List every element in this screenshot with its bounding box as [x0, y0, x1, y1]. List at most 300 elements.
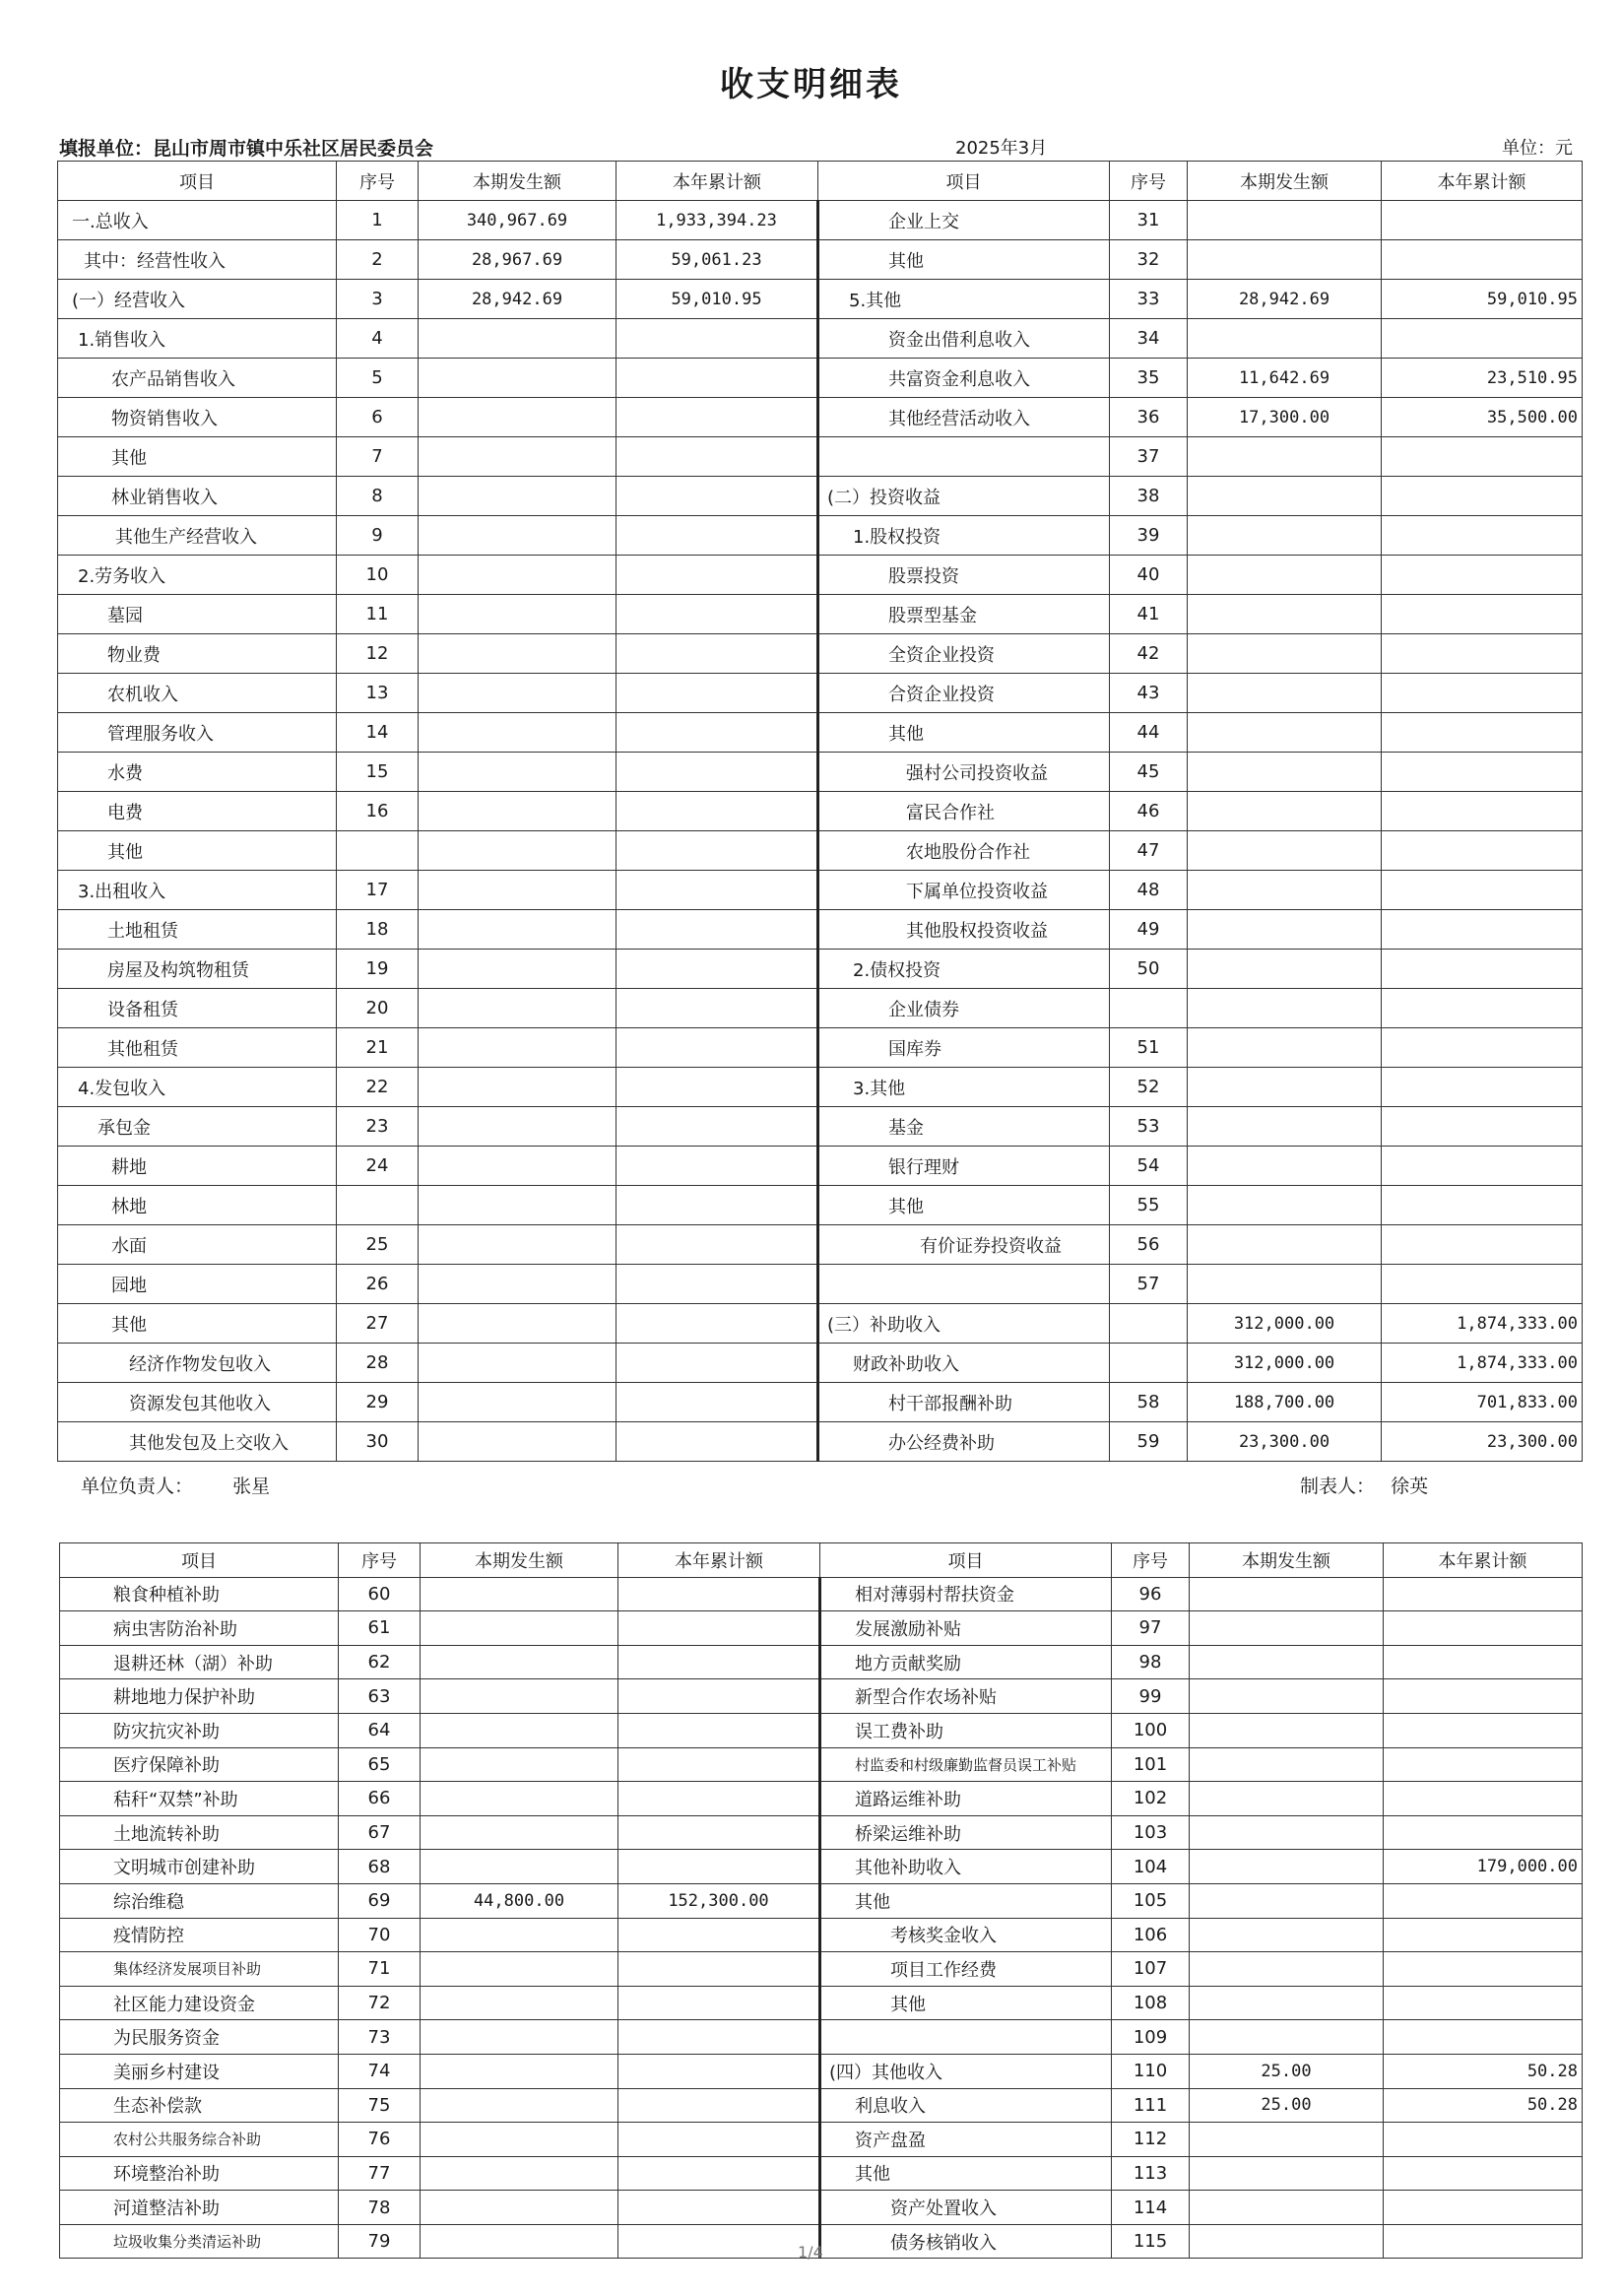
seq-cell: 39 [1110, 516, 1188, 556]
seq-cell: 102 [1112, 1782, 1190, 1816]
current-amount-cell [421, 1986, 618, 2020]
item-cell: 疫情防控 [60, 1918, 339, 1952]
table-row [60, 1952, 1583, 1987]
current-amount-cell [1188, 319, 1382, 359]
ytd-amount-cell [1382, 1186, 1583, 1225]
current-amount-cell [1190, 1782, 1384, 1816]
current-amount-cell [1188, 713, 1382, 753]
table-row [60, 1815, 1583, 1850]
current-amount-cell [1188, 989, 1382, 1028]
ytd-amount-cell [618, 1815, 820, 1850]
ytd-amount-cell [1382, 1028, 1583, 1068]
seq-cell: 47 [1110, 831, 1188, 871]
item-cell: 园地 [58, 1265, 337, 1304]
table-row [58, 516, 1583, 556]
ytd-amount-cell [618, 2123, 820, 2157]
seq-cell: 19 [337, 950, 419, 989]
ytd-amount-cell [1384, 1713, 1583, 1747]
ytd-amount-cell [616, 713, 818, 753]
item-cell: 河道整洁补助 [60, 2191, 339, 2225]
current-amount-cell [419, 950, 616, 989]
seq-cell: 15 [337, 753, 419, 792]
ytd-amount-cell [616, 792, 818, 831]
ytd-amount-cell [616, 319, 818, 359]
seq-cell: 52 [1110, 1068, 1188, 1107]
item-cell: 国库券 [818, 1028, 1110, 1068]
ytd-amount-cell [618, 2156, 820, 2191]
current-amount-cell [421, 2123, 618, 2157]
current-amount-cell [1188, 1028, 1382, 1068]
seq-cell: 64 [339, 1713, 421, 1747]
table-row [60, 2088, 1583, 2123]
ytd-amount-cell: 59,061.23 [616, 240, 818, 280]
seq-cell: 31 [1110, 201, 1188, 240]
item-cell: 秸秆“双禁”补助 [60, 1782, 339, 1816]
ytd-amount-cell [1384, 1883, 1583, 1918]
ytd-amount-cell [1382, 516, 1583, 556]
document-title: 收支明细表 [720, 65, 902, 104]
seq-cell: 56 [1110, 1225, 1188, 1265]
current-amount-cell [1188, 910, 1382, 950]
current-amount-cell [419, 359, 616, 398]
item-cell: 其他股权投资收益 [818, 910, 1110, 950]
ytd-amount-cell: 23,300.00 [1382, 1422, 1583, 1462]
item-cell: 财政补助收入 [818, 1344, 1110, 1383]
table-row [58, 910, 1583, 950]
item-cell: 桥梁运维补助 [820, 1815, 1112, 1850]
seq-cell: 48 [1110, 871, 1188, 910]
ytd-amount-cell [618, 1747, 820, 1782]
current-amount-cell [1188, 1265, 1382, 1304]
ytd-amount-cell [616, 1383, 818, 1422]
table-row [58, 674, 1583, 713]
table-row [60, 2156, 1583, 2191]
seq-cell: 21 [337, 1028, 419, 1068]
item-cell: 设备租赁 [58, 989, 337, 1028]
item-cell: 农村公共服务综合补助 [60, 2123, 339, 2157]
income-detail-table-1 [57, 161, 1583, 1462]
seq-cell: 8 [337, 477, 419, 516]
ytd-amount-cell [618, 2224, 820, 2259]
seq-cell: 46 [1110, 792, 1188, 831]
col-header: 本期发生额 [1188, 162, 1382, 201]
item-cell: 村干部报酬补助 [818, 1383, 1110, 1422]
ytd-amount-cell [616, 1028, 818, 1068]
current-amount-cell [1188, 950, 1382, 989]
seq-cell: 26 [337, 1265, 419, 1304]
seq-cell: 13 [337, 674, 419, 713]
current-amount-cell [1188, 201, 1382, 240]
item-cell: 电费 [58, 792, 337, 831]
seq-cell: 33 [1110, 280, 1188, 319]
item-cell: 富民合作社 [818, 792, 1110, 831]
current-amount-cell [1190, 1577, 1384, 1611]
seq-cell: 67 [339, 1815, 421, 1850]
current-amount-cell [419, 831, 616, 871]
current-amount-cell [1188, 595, 1382, 634]
table-row [60, 1645, 1583, 1679]
current-amount-cell [1188, 831, 1382, 871]
seq-cell: 103 [1112, 1815, 1190, 1850]
seq-cell: 53 [1110, 1107, 1188, 1147]
current-amount-cell [419, 713, 616, 753]
unit-head-label: 单位负责人： [81, 1476, 194, 1497]
current-amount-cell: 11,642.69 [1188, 359, 1382, 398]
ytd-amount-cell [1384, 1747, 1583, 1782]
current-amount-cell: 17,300.00 [1188, 398, 1382, 437]
seq-cell: 96 [1112, 1577, 1190, 1611]
seq-cell: 20 [337, 989, 419, 1028]
item-cell: 其他 [820, 1883, 1112, 1918]
current-amount-cell [421, 1713, 618, 1747]
current-amount-cell: 25.00 [1190, 2054, 1384, 2088]
item-cell: 其他租赁 [58, 1028, 337, 1068]
seq-cell: 4 [337, 319, 419, 359]
reporting-unit: 填报单位：昆山市周市镇中乐社区居民委员会 [59, 138, 434, 160]
current-amount-cell: 25.00 [1190, 2088, 1384, 2123]
table-row [58, 201, 1583, 240]
current-amount-cell [1188, 792, 1382, 831]
seq-cell: 45 [1110, 753, 1188, 792]
seq-cell: 68 [339, 1850, 421, 1884]
current-amount-cell [1188, 1147, 1382, 1186]
preparer-signature [1300, 1472, 1428, 1498]
table-row [60, 1918, 1583, 1952]
ytd-amount-cell [618, 1611, 820, 1646]
ytd-amount-cell [616, 950, 818, 989]
seq-cell: 77 [339, 2156, 421, 2191]
current-amount-cell [419, 1068, 616, 1107]
table-row [58, 1304, 1583, 1344]
current-amount-cell [419, 1028, 616, 1068]
ytd-amount-cell [1384, 1986, 1583, 2020]
current-amount-cell [1188, 871, 1382, 910]
current-amount-cell [419, 1225, 616, 1265]
seq-cell: 112 [1112, 2123, 1190, 2157]
current-amount-cell [421, 1850, 618, 1884]
table-row [58, 398, 1583, 437]
seq-cell: 50 [1110, 950, 1188, 989]
seq-cell: 40 [1110, 556, 1188, 595]
seq-cell: 32 [1110, 240, 1188, 280]
ytd-amount-cell [1384, 2123, 1583, 2157]
current-amount-cell: 28,942.69 [419, 280, 616, 319]
table-row [58, 713, 1583, 753]
ytd-amount-cell: 50.28 [1384, 2088, 1583, 2123]
ytd-amount-cell [616, 871, 818, 910]
item-cell: 4.发包收入 [58, 1068, 337, 1107]
ytd-amount-cell [1384, 1782, 1583, 1816]
ytd-amount-cell [1384, 1952, 1583, 1987]
item-cell: 全资企业投资 [818, 634, 1110, 674]
seq-cell: 3 [337, 280, 419, 319]
seq-cell: 72 [339, 1986, 421, 2020]
ytd-amount-cell [618, 1986, 820, 2020]
current-amount-cell [1188, 1107, 1382, 1147]
seq-cell: 18 [337, 910, 419, 950]
current-amount-cell [1188, 634, 1382, 674]
ytd-amount-cell [616, 595, 818, 634]
table-row [58, 792, 1583, 831]
ytd-amount-cell [616, 477, 818, 516]
item-cell: 其他生产经营收入 [58, 516, 337, 556]
item-cell: 文明城市创建补助 [60, 1850, 339, 1884]
ytd-amount-cell [1382, 1068, 1583, 1107]
current-amount-cell [421, 1679, 618, 1714]
table-row [58, 1383, 1583, 1422]
ytd-amount-cell [1382, 753, 1583, 792]
seq-cell: 79 [339, 2224, 421, 2259]
item-cell: 一.总收入 [58, 201, 337, 240]
seq-cell: 100 [1112, 1713, 1190, 1747]
ytd-amount-cell [618, 2054, 820, 2088]
current-amount-cell [1188, 753, 1382, 792]
page-number: 1/4 [798, 2243, 823, 2262]
ytd-amount-cell [616, 753, 818, 792]
ytd-amount-cell [1382, 950, 1583, 989]
current-amount-cell [1188, 240, 1382, 280]
ytd-amount-cell [1382, 713, 1583, 753]
item-cell: 相对薄弱村帮扶资金 [820, 1577, 1112, 1611]
seq-cell [1110, 1304, 1188, 1344]
item-cell: 其他 [818, 240, 1110, 280]
item-cell: 美丽乡村建设 [60, 2054, 339, 2088]
col-header: 本年累计额 [616, 162, 818, 201]
col-header: 本年累计额 [1382, 162, 1583, 201]
item-cell: 耕地地力保护补助 [60, 1679, 339, 1714]
item-cell: 垃圾收集分类清运补助 [60, 2224, 339, 2259]
current-amount-cell [1190, 1883, 1384, 1918]
seq-cell: 111 [1112, 2088, 1190, 2123]
current-amount-cell [1188, 516, 1382, 556]
seq-cell: 60 [339, 1577, 421, 1611]
current-amount-cell [419, 674, 616, 713]
ytd-amount-cell [616, 359, 818, 398]
current-amount-cell [419, 477, 616, 516]
table-row [60, 1782, 1583, 1816]
item-cell: 房屋及构筑物租赁 [58, 950, 337, 989]
item-cell: 办公经费补助 [818, 1422, 1110, 1462]
ytd-amount-cell [618, 1645, 820, 1679]
current-amount-cell [419, 871, 616, 910]
item-cell: 环境整治补助 [60, 2156, 339, 2191]
current-amount-cell [1190, 2123, 1384, 2157]
seq-cell: 115 [1112, 2224, 1190, 2259]
ytd-amount-cell [616, 1304, 818, 1344]
seq-cell: 14 [337, 713, 419, 753]
item-cell: 其他 [58, 1304, 337, 1344]
current-amount-cell [1190, 1986, 1384, 2020]
item-cell: 墓园 [58, 595, 337, 634]
item-cell: 资产盘盈 [820, 2123, 1112, 2157]
seq-cell: 55 [1110, 1186, 1188, 1225]
current-amount-cell [421, 1577, 618, 1611]
table-row [60, 1883, 1583, 1918]
seq-cell: 38 [1110, 477, 1188, 516]
ytd-amount-cell [1382, 556, 1583, 595]
item-cell: 其他 [820, 2156, 1112, 2191]
ytd-amount-cell [1382, 595, 1583, 634]
item-cell: 林业销售收入 [58, 477, 337, 516]
item-cell: 新型合作农场补贴 [820, 1679, 1112, 1714]
ytd-amount-cell [618, 1918, 820, 1952]
ytd-amount-cell [618, 1577, 820, 1611]
ytd-amount-cell [618, 1679, 820, 1714]
seq-cell: 41 [1110, 595, 1188, 634]
table-row [58, 1028, 1583, 1068]
ytd-amount-cell [1382, 989, 1583, 1028]
current-amount-cell [419, 437, 616, 477]
current-amount-cell [421, 1747, 618, 1782]
seq-cell: 6 [337, 398, 419, 437]
table-row [58, 1344, 1583, 1383]
seq-cell: 63 [339, 1679, 421, 1714]
item-cell [818, 1265, 1110, 1304]
item-cell: 其他 [818, 1186, 1110, 1225]
seq-cell: 25 [337, 1225, 419, 1265]
item-cell: 病虫害防治补助 [60, 1611, 339, 1646]
table-row [60, 1577, 1583, 1611]
current-amount-cell [421, 2191, 618, 2225]
col-header: 序号 [1112, 1543, 1190, 1578]
item-cell: 企业债券 [818, 989, 1110, 1028]
item-cell: 道路运维补助 [820, 1782, 1112, 1816]
col-header: 项目 [818, 162, 1110, 201]
seq-cell: 27 [337, 1304, 419, 1344]
item-cell [820, 2020, 1112, 2055]
seq-cell: 11 [337, 595, 419, 634]
seq-cell [337, 831, 419, 871]
item-cell: 资金出借利息收入 [818, 319, 1110, 359]
col-header: 项目 [58, 162, 337, 201]
ytd-amount-cell [616, 989, 818, 1028]
current-amount-cell: 44,800.00 [421, 1883, 618, 1918]
seq-cell: 66 [339, 1782, 421, 1816]
current-amount-cell: 28,967.69 [419, 240, 616, 280]
item-cell: 发展激励补贴 [820, 1611, 1112, 1646]
table-header-row [60, 1543, 1583, 1578]
ytd-amount-cell [1382, 240, 1583, 280]
current-amount-cell [1190, 1679, 1384, 1714]
ytd-amount-cell [1384, 1645, 1583, 1679]
seq-cell: 104 [1112, 1850, 1190, 1884]
current-amount-cell [421, 2054, 618, 2088]
table-row [60, 1850, 1583, 1884]
seq-cell: 110 [1112, 2054, 1190, 2088]
item-cell: 股票投资 [818, 556, 1110, 595]
ytd-amount-cell: 59,010.95 [616, 280, 818, 319]
ytd-amount-cell [1384, 2156, 1583, 2191]
ytd-amount-cell: 1,874,333.00 [1382, 1344, 1583, 1383]
item-cell: 考核奖金收入 [820, 1918, 1112, 1952]
item-cell: 3.其他 [818, 1068, 1110, 1107]
ytd-amount-cell [1382, 1107, 1583, 1147]
current-amount-cell [419, 753, 616, 792]
item-cell: 误工费补助 [820, 1713, 1112, 1747]
seq-cell: 44 [1110, 713, 1188, 753]
item-cell: 为民服务资金 [60, 2020, 339, 2055]
item-cell: (三）补助收入 [818, 1304, 1110, 1344]
current-amount-cell: 312,000.00 [1188, 1344, 1382, 1383]
ytd-amount-cell [616, 1186, 818, 1225]
seq-cell: 30 [337, 1422, 419, 1462]
table-row [60, 1611, 1583, 1646]
seq-cell: 113 [1112, 2156, 1190, 2191]
seq-cell: 62 [339, 1645, 421, 1679]
item-cell: 合资企业投资 [818, 674, 1110, 713]
ytd-amount-cell [1382, 831, 1583, 871]
seq-cell: 34 [1110, 319, 1188, 359]
table-row [58, 1147, 1583, 1186]
seq-cell: 37 [1110, 437, 1188, 477]
ytd-amount-cell [1382, 871, 1583, 910]
current-amount-cell [1190, 1645, 1384, 1679]
current-amount-cell [421, 1782, 618, 1816]
seq-cell: 108 [1112, 1986, 1190, 2020]
table-row [58, 437, 1583, 477]
ytd-amount-cell [1382, 437, 1583, 477]
current-amount-cell [421, 1815, 618, 1850]
seq-cell: 70 [339, 1918, 421, 1952]
item-cell: 2.劳务收入 [58, 556, 337, 595]
current-amount-cell [419, 319, 616, 359]
seq-cell: 61 [339, 1611, 421, 1646]
item-cell: (二）投资收益 [818, 477, 1110, 516]
current-amount-cell [1188, 674, 1382, 713]
ytd-amount-cell: 23,510.95 [1382, 359, 1583, 398]
current-amount-cell [419, 989, 616, 1028]
current-amount-cell: 340,967.69 [419, 201, 616, 240]
table-row [58, 1068, 1583, 1107]
current-amount-cell [419, 516, 616, 556]
current-amount-cell [421, 2088, 618, 2123]
ytd-amount-cell [1382, 674, 1583, 713]
current-amount-cell [1190, 2020, 1384, 2055]
current-amount-cell [1190, 1815, 1384, 1850]
ytd-amount-cell [1382, 1265, 1583, 1304]
table-row [60, 1679, 1583, 1714]
seq-cell: 36 [1110, 398, 1188, 437]
current-amount-cell [419, 910, 616, 950]
item-cell: 林地 [58, 1186, 337, 1225]
seq-cell: 24 [337, 1147, 419, 1186]
ytd-amount-cell [1384, 1679, 1583, 1714]
item-cell: 地方贡献奖励 [820, 1645, 1112, 1679]
table-row [58, 1186, 1583, 1225]
table-row [58, 1422, 1583, 1462]
ytd-amount-cell [1384, 1918, 1583, 1952]
table-row [60, 2191, 1583, 2225]
ytd-amount-cell [1382, 201, 1583, 240]
col-header: 本年累计额 [618, 1543, 820, 1578]
seq-cell: 78 [339, 2191, 421, 2225]
ytd-amount-cell: 701,833.00 [1382, 1383, 1583, 1422]
current-amount-cell [419, 1344, 616, 1383]
seq-cell: 35 [1110, 359, 1188, 398]
col-header: 序号 [337, 162, 419, 201]
table-row [58, 1225, 1583, 1265]
table-header-row [58, 162, 1583, 201]
seq-cell: 73 [339, 2020, 421, 2055]
seq-cell: 71 [339, 1952, 421, 1987]
current-amount-cell: 188,700.00 [1188, 1383, 1382, 1422]
item-cell: 粮食种植补助 [60, 1577, 339, 1611]
ytd-amount-cell [616, 1068, 818, 1107]
item-cell: 集体经济发展项目补助 [60, 1952, 339, 1987]
seq-cell: 107 [1112, 1952, 1190, 1987]
ytd-amount-cell [1384, 2191, 1583, 2225]
current-amount-cell [1190, 1850, 1384, 1884]
